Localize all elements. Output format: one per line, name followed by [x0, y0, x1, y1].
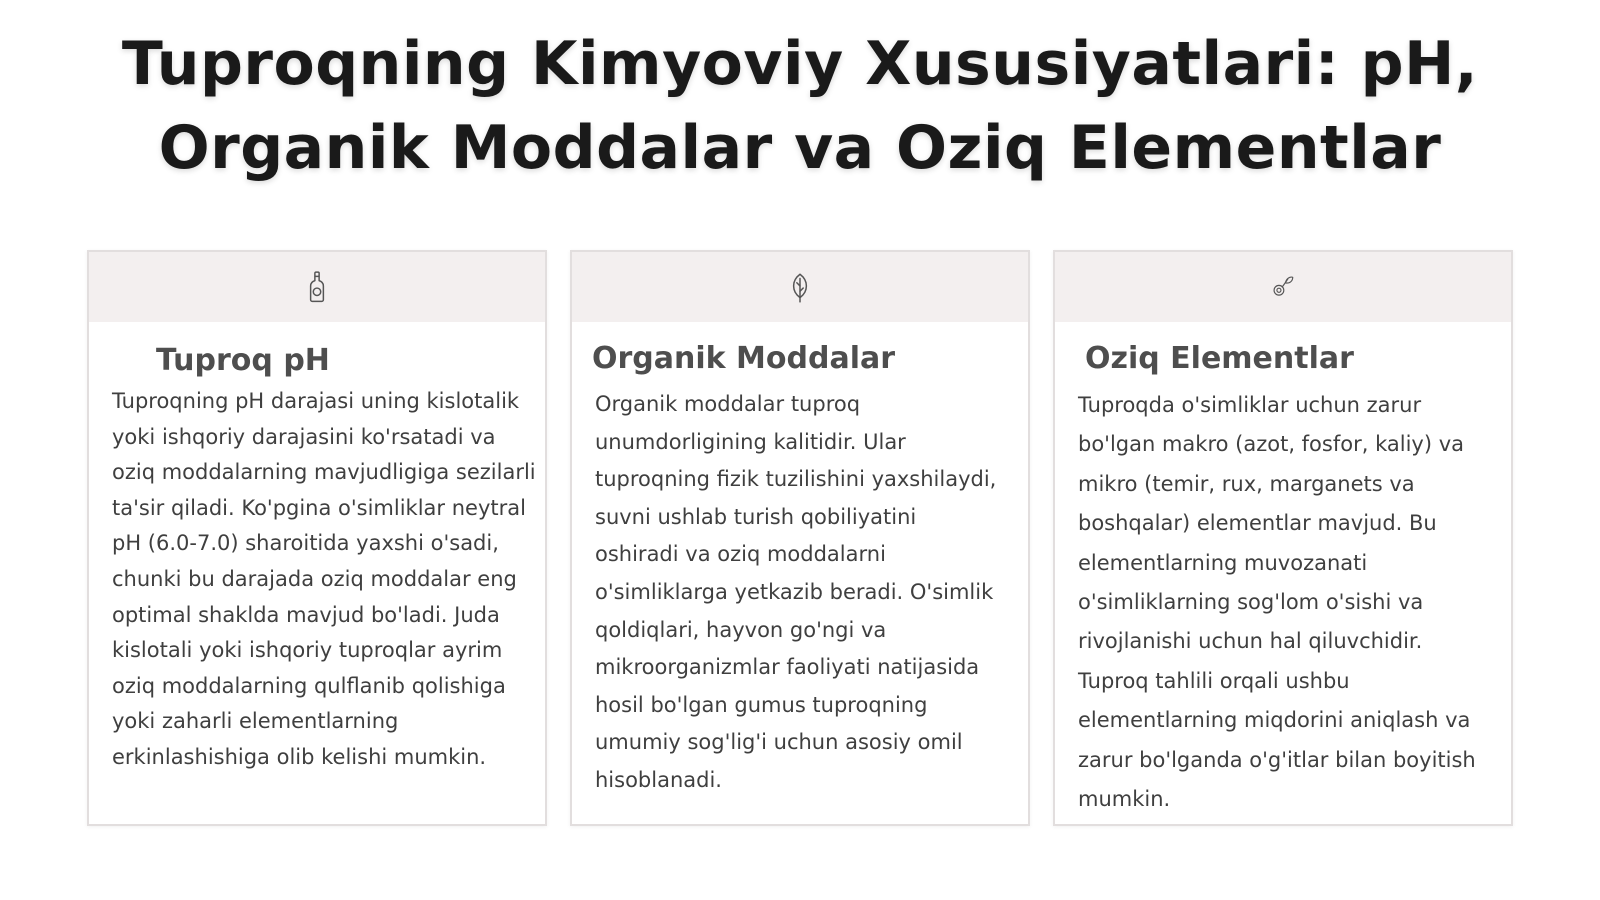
card-oziq-elementlar [1053, 250, 1513, 826]
leaf-icon [787, 270, 813, 304]
card-title: Organik Moddalar [592, 341, 896, 376]
page-title-line-2: Organik Moddalar va Oziq Elementlar [158, 113, 1442, 183]
card-text: Tuproqning pH darajasi uning kislotalik yoki ishqoriy darajasini ko'rsatadi va oziq moddalarning mavjudligiga sezilarli ta'sir qiladi. Ko'pgina o'simliklar neytral pH (6.0-7.0) sharoitida yaxshi o'sadi, chunki bu darajada oziq moddalar eng optimal shaklda mavjud bo'ladi. Juda kislotali yoki ishqoriy tuproqlar ayrim oziq moddalarning qulflanib qolishiga yoki zaharli elementlarning erkinlashishiga olib kelishi mumkin. [112, 389, 536, 769]
card-header [1055, 252, 1511, 322]
card-header [89, 252, 545, 322]
card-header [572, 252, 1028, 322]
card-text: Tuproqda o'simliklar uchun zarur bo'lgan makro (azot, fosfor, kaliy) va mikro (temir, rux, marganets va boshqalar) elementlar mavjud. Bu elementlarning muvozanati o'simliklarning sog'lom o'sishi va rivojlanishi uchun hal qiluvchidir. Tuproq tahlili orqali ushbu elementlarning miqdorini aniqlash va zarur bo'lganda o'g'itlar bilan boyitish mumkin. [1078, 393, 1476, 812]
card-text: Organik moddalar tuproq unumdorligining kalitidir. Ular tuproqning fizik tuzilishini yaxshilaydi, suvni ushlab turish qobiliyatini oshiradi va oziq moddalarni o'simliklarga yetkazib beradi. O'simlik qoldiqlari, hayvon go'ngi va mikroorganizmlar faoliyati natijasida hosil bo'lgan gumus tuproqning umumiy sog'lig'i uchun asosiy omil hisoblanadi. [595, 392, 997, 792]
page-title-line-1: Tuproqning Kimyoviy Xususiyatlari: pH, [121, 29, 1479, 99]
card-tuproq-ph [87, 250, 547, 826]
sprout-icon [1270, 270, 1296, 304]
card-title: Tuproq pH [156, 343, 330, 378]
bottle-icon [304, 270, 330, 304]
card-title: Oziq Elementlar [1085, 341, 1354, 376]
page-title [0, 22, 1600, 190]
card-organik-moddalar [570, 250, 1030, 826]
